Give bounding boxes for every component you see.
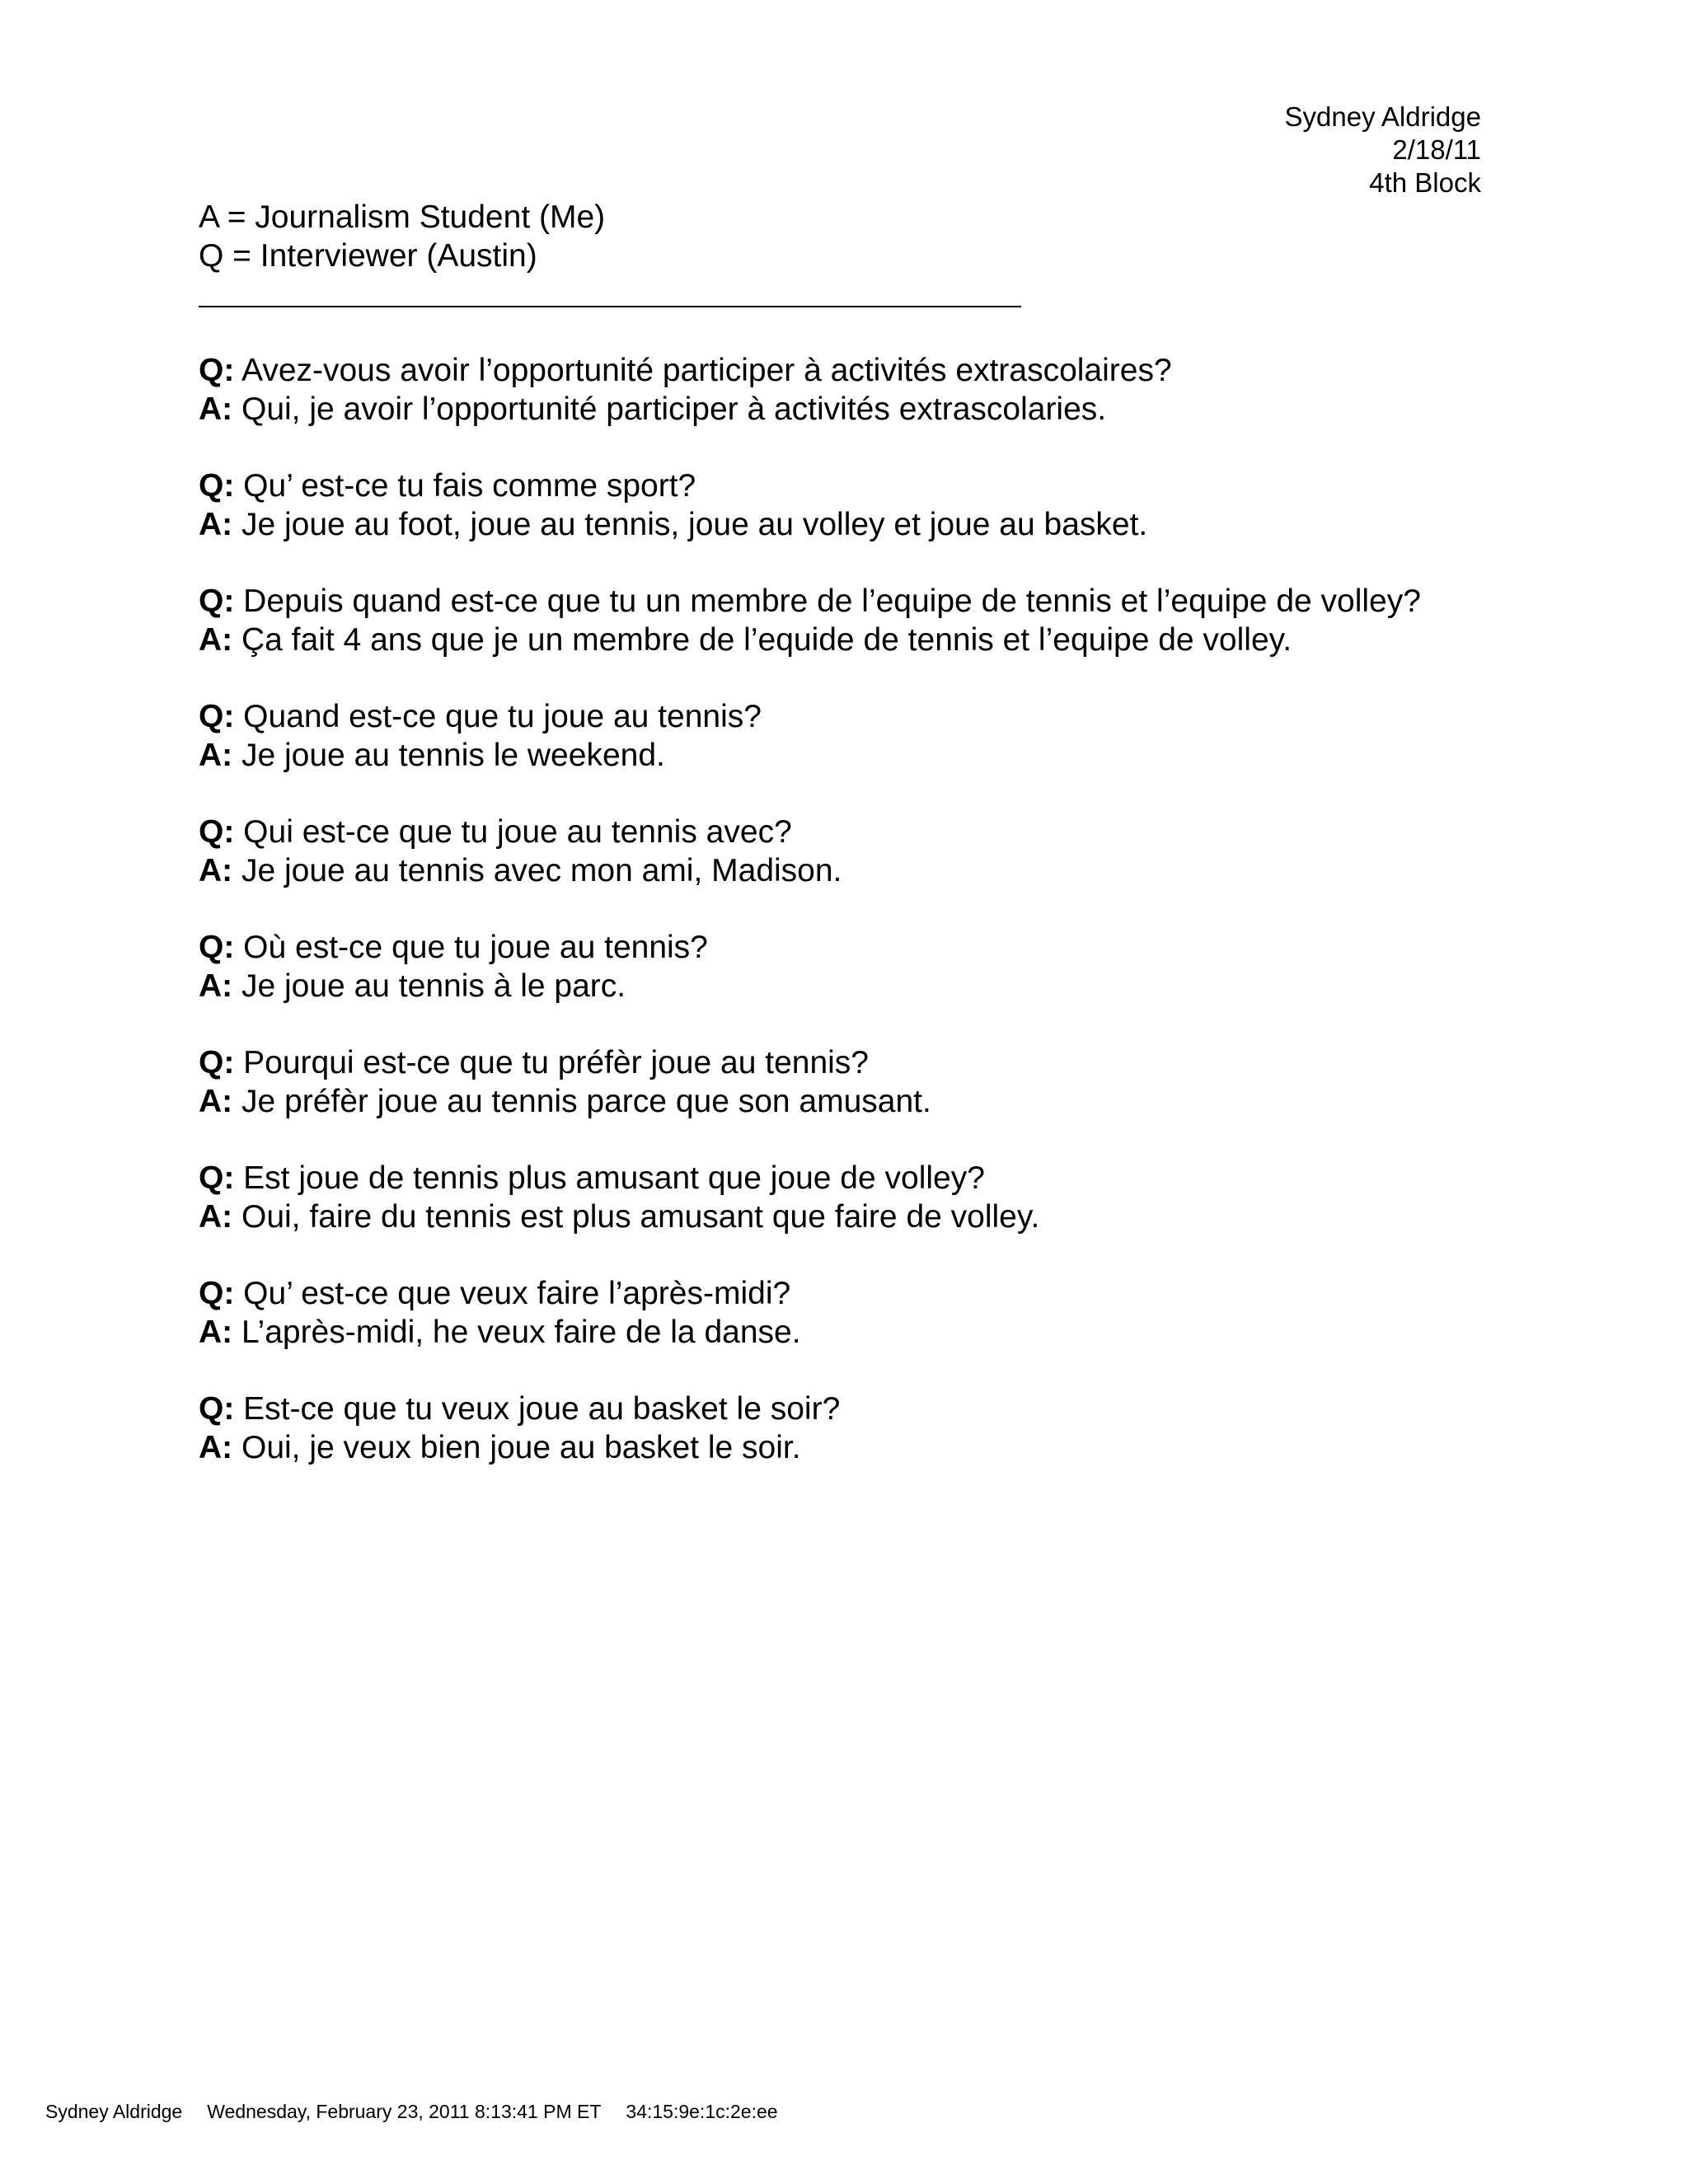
question-text: Est joue de tennis plus amusant que joue de volley? bbox=[234, 1160, 985, 1196]
answer-text: Qui, je avoir l’opportunité participer à activités extrascolaries. bbox=[232, 391, 1107, 427]
qa-pair bbox=[199, 466, 1517, 582]
document-header bbox=[1285, 101, 1482, 199]
answer-label: A: bbox=[199, 738, 233, 773]
document-date: 2/18/11 bbox=[1392, 134, 1481, 165]
answer-text: Ça fait 4 ans que je un membre de l’equide de tennis et l’equipe de volley. bbox=[232, 622, 1292, 658]
question-label: Q: bbox=[199, 814, 235, 850]
qa-pair bbox=[199, 697, 1517, 813]
answer-label: A: bbox=[199, 391, 233, 427]
footer-id: 34:15:9e:1c:2e:ee bbox=[626, 2101, 778, 2122]
interview-list bbox=[199, 351, 1517, 1505]
question-label: Q: bbox=[199, 1391, 235, 1427]
question-label: Q: bbox=[199, 1276, 235, 1311]
question-line bbox=[199, 1159, 1517, 1197]
answer-label: A: bbox=[199, 622, 233, 658]
answer-text: Je joue au tennis à le parc. bbox=[232, 968, 626, 1004]
legend-question-role: Q = Interviewer (Austin) bbox=[199, 238, 537, 274]
qa-pair bbox=[199, 582, 1517, 697]
question-line bbox=[199, 351, 1517, 390]
author-name: Sydney Aldridge bbox=[1284, 101, 1481, 132]
question-label: Q: bbox=[199, 468, 235, 504]
qa-pair bbox=[199, 813, 1517, 928]
question-text: Qu’ est-ce que veux faire l’après-midi? bbox=[234, 1276, 791, 1311]
answer-line bbox=[199, 1197, 1517, 1236]
answer-text: Oui, faire du tennis est plus amusant que faire de volley. bbox=[232, 1199, 1040, 1235]
qa-pair bbox=[199, 351, 1517, 466]
question-line bbox=[199, 1274, 1517, 1313]
answer-label: A: bbox=[199, 968, 233, 1004]
qa-pair bbox=[199, 928, 1517, 1043]
qa-pair bbox=[199, 1274, 1517, 1390]
question-label: Q: bbox=[199, 699, 235, 734]
answer-text: Je joue au tennis avec mon ami, Madison. bbox=[232, 853, 842, 888]
qa-pair bbox=[199, 1390, 1517, 1505]
answer-line bbox=[199, 621, 1517, 659]
answer-line bbox=[199, 390, 1517, 429]
answer-line bbox=[199, 967, 1517, 1005]
answer-line bbox=[199, 1428, 1517, 1467]
answer-line bbox=[199, 505, 1517, 544]
question-text: Est-ce que tu veux joue au basket le soir? bbox=[234, 1391, 841, 1427]
footer-timestamp: Wednesday, February 23, 2011 8:13:41 PM ET bbox=[207, 2101, 602, 2122]
question-text: Qui est-ce que tu joue au tennis avec? bbox=[234, 814, 792, 850]
answer-text: Je joue au foot, joue au tennis, joue au volley et joue au basket. bbox=[232, 507, 1148, 542]
question-label: Q: bbox=[199, 353, 235, 388]
question-label: Q: bbox=[199, 930, 235, 965]
answer-label: A: bbox=[199, 1430, 233, 1465]
answer-text: L’après-midi, he veux faire de la danse. bbox=[232, 1315, 801, 1350]
answer-line bbox=[199, 1313, 1517, 1352]
separator-line bbox=[199, 306, 1021, 307]
question-text: Depuis quand est-ce que tu un membre de l’equipe de tennis et l’equipe de volley? bbox=[234, 583, 1421, 619]
answer-text: Je joue au tennis le weekend. bbox=[232, 738, 665, 773]
footer-user: Sydney Aldridge bbox=[45, 2101, 183, 2122]
answer-label: A: bbox=[199, 1199, 233, 1235]
answer-label: A: bbox=[199, 1315, 233, 1350]
role-legend bbox=[199, 198, 605, 275]
question-line bbox=[199, 582, 1517, 621]
legend-answer-role: A = Journalism Student (Me) bbox=[199, 199, 606, 235]
question-line bbox=[199, 697, 1517, 736]
question-line bbox=[199, 1390, 1517, 1428]
question-text: Quand est-ce que tu joue au tennis? bbox=[234, 699, 762, 734]
answer-text: Je préfèr joue au tennis parce que son amusant. bbox=[232, 1084, 931, 1119]
question-text: Pourqui est-ce que tu préfèr joue au tennis? bbox=[234, 1045, 869, 1080]
question-line bbox=[199, 928, 1517, 967]
answer-label: A: bbox=[199, 507, 233, 542]
print-footer bbox=[45, 2100, 778, 2123]
question-label: Q: bbox=[199, 583, 235, 619]
question-line bbox=[199, 466, 1517, 505]
qa-pair bbox=[199, 1159, 1517, 1274]
question-line bbox=[199, 1043, 1517, 1082]
question-line bbox=[199, 813, 1517, 851]
answer-line bbox=[199, 736, 1517, 775]
question-label: Q: bbox=[199, 1045, 235, 1080]
question-text: Qu’ est-ce tu fais comme sport? bbox=[234, 468, 696, 504]
question-text: Avez-vous avoir l’opportunité participer à activités extrascolaires? bbox=[234, 353, 1172, 388]
class-block: 4th Block bbox=[1369, 167, 1481, 198]
answer-label: A: bbox=[199, 1084, 233, 1119]
answer-text: Oui, je veux bien joue au basket le soir. bbox=[232, 1430, 801, 1465]
answer-line bbox=[199, 1082, 1517, 1121]
question-text: Où est-ce que tu joue au tennis? bbox=[234, 930, 708, 965]
answer-label: A: bbox=[199, 853, 233, 888]
answer-line bbox=[199, 851, 1517, 890]
question-label: Q: bbox=[199, 1160, 235, 1196]
qa-pair bbox=[199, 1043, 1517, 1159]
